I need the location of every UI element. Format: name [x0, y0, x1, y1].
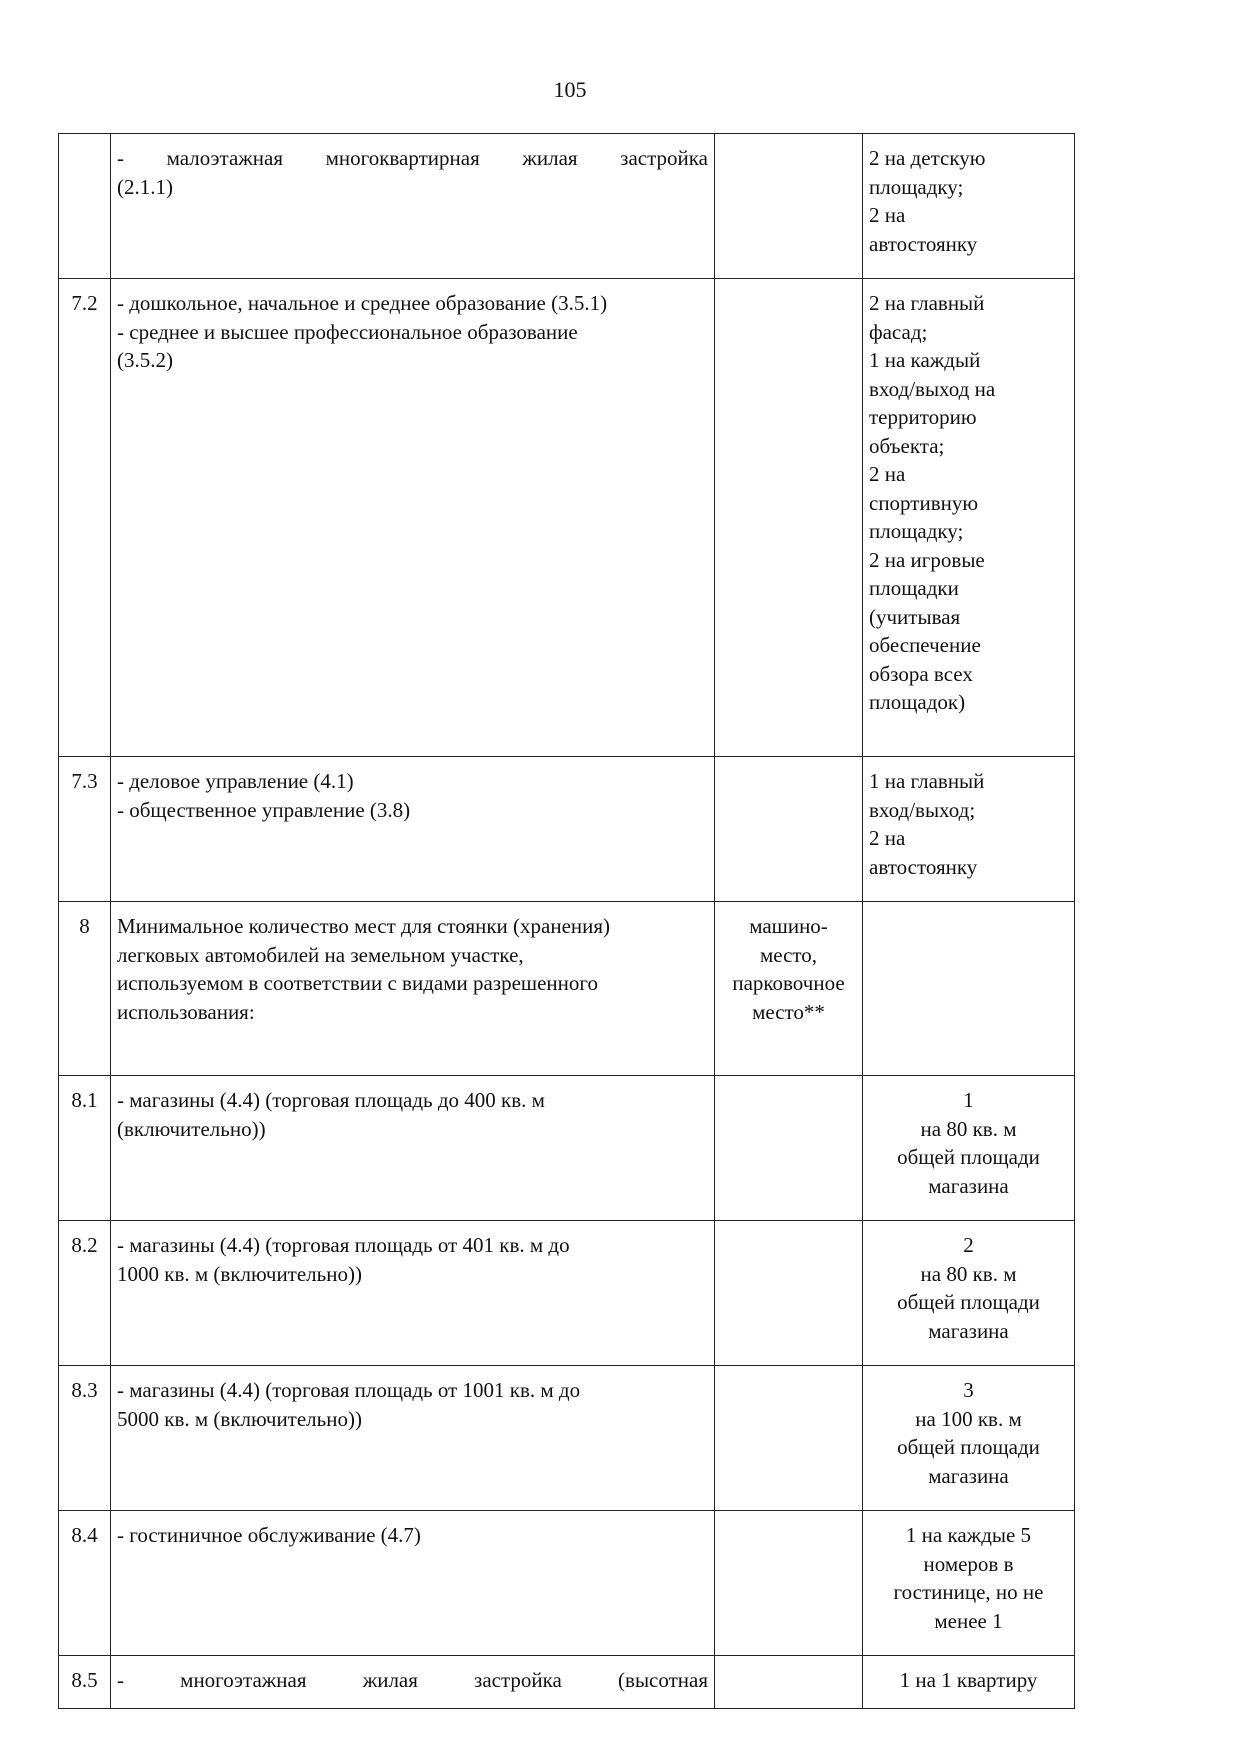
row-description	[111, 1221, 715, 1366]
row-value	[863, 902, 1075, 1076]
unit-line: парковочное	[732, 971, 845, 995]
row-value	[863, 134, 1075, 279]
page-number: 105	[553, 77, 587, 102]
row-description	[111, 1656, 715, 1709]
value-line: вход/выход;	[869, 797, 976, 822]
row-value	[863, 1511, 1075, 1656]
row-value	[863, 1221, 1075, 1366]
value-line: 2 на	[869, 203, 906, 227]
value-line: 1 на каждые 5	[905, 1523, 1032, 1547]
row-description	[111, 1076, 715, 1221]
value-line: автостоянку	[869, 854, 978, 879]
description-line: - общественное управление (3.8)	[117, 797, 411, 822]
value-line: 1	[963, 1088, 974, 1112]
description-line: использования:	[117, 999, 255, 1024]
row-description	[111, 134, 715, 279]
row-unit	[715, 1221, 863, 1366]
table-row	[59, 134, 1075, 279]
description-line: - многоэтажная жилая застройка (высотная	[117, 1668, 708, 1692]
value-line: общей площади	[897, 1435, 1040, 1459]
table-row	[59, 279, 1075, 757]
value-line: гостинице, но не	[893, 1580, 1044, 1604]
value-line: площадок)	[869, 690, 966, 714]
description-line: Минимальное количество мест для стоянки (хранения)	[117, 914, 611, 938]
value-line: 2 на главный	[869, 291, 985, 315]
value-line: 3	[963, 1378, 974, 1402]
description-line: - магазины (4.4) (торговая площадь от 401 кв. м до	[117, 1233, 570, 1257]
description-line: - малоэтажная многоквартирная жилая застройка	[117, 146, 708, 170]
value-line: объекта;	[869, 433, 945, 458]
description-line: (включительно))	[117, 1116, 266, 1141]
value-line: площадку;	[869, 519, 964, 543]
value-line: фасад;	[869, 319, 928, 344]
description-line: (2.1.1)	[117, 174, 173, 199]
value-line: номеров в	[923, 1551, 1014, 1576]
table-body	[59, 134, 1075, 1709]
row-description	[111, 1511, 715, 1656]
table-row	[59, 1366, 1075, 1511]
row-number: 7.2	[59, 279, 111, 757]
row-unit	[715, 1366, 863, 1511]
value-line: территорию	[869, 405, 977, 429]
value-line: общей площади	[897, 1290, 1040, 1314]
table-row	[59, 757, 1075, 902]
description-line: - деловое управление (4.1)	[117, 769, 354, 793]
value-line: на 80 кв. м	[920, 1116, 1017, 1141]
value-line: обеспечение	[869, 633, 981, 657]
row-value	[863, 1366, 1075, 1511]
table-row	[59, 902, 1075, 1076]
value-line: 2 на	[869, 462, 906, 486]
row-value	[863, 1656, 1075, 1709]
value-line: спортивную	[869, 490, 979, 515]
value-line: на 80 кв. м	[920, 1261, 1017, 1286]
row-number: 8	[59, 902, 111, 1076]
row-value	[863, 1076, 1075, 1221]
value-line: площадку;	[869, 174, 964, 199]
value-line: автостоянку	[869, 231, 978, 256]
table-row	[59, 1221, 1075, 1366]
row-value	[863, 757, 1075, 902]
row-unit	[715, 1076, 863, 1221]
description-line: - среднее и высшее профессиональное образование	[117, 319, 578, 344]
value-line: магазина	[928, 1463, 1009, 1488]
value-line: на 100 кв. м	[915, 1406, 1022, 1431]
row-number: 8.4	[59, 1511, 111, 1656]
row-number: 8.2	[59, 1221, 111, 1366]
row-unit	[715, 1656, 863, 1709]
value-line: 1 на 1 квартиру	[899, 1668, 1038, 1692]
value-line: 1 на каждый	[869, 348, 981, 372]
unit-line: место**	[752, 999, 825, 1024]
value-line: площадки	[869, 576, 959, 600]
value-line: 2 на игровые	[869, 547, 985, 572]
row-unit	[715, 902, 863, 1076]
row-unit	[715, 134, 863, 279]
description-line: - магазины (4.4) (торговая площадь до 400 кв. м	[117, 1088, 545, 1112]
value-line: 2 на	[869, 826, 906, 850]
value-line: 2	[963, 1233, 974, 1257]
row-description	[111, 902, 715, 1076]
description-line: (3.5.2)	[117, 348, 173, 372]
value-line: 2 на детскую	[869, 146, 986, 170]
value-line: магазина	[928, 1173, 1009, 1198]
unit-line: место,	[759, 942, 818, 967]
description-line: - гостиничное обслуживание (4.7)	[117, 1523, 421, 1547]
row-number: 8.5	[59, 1656, 111, 1709]
parking-requirements-table	[58, 133, 1075, 1709]
value-line: менее 1	[934, 1608, 1003, 1633]
row-number	[59, 134, 111, 279]
description-line: 5000 кв. м (включительно))	[117, 1406, 362, 1431]
row-description	[111, 279, 715, 757]
value-line: (учитывая	[869, 604, 961, 629]
value-line: 1 на главный	[869, 769, 985, 793]
description-line: 1000 кв. м (включительно))	[117, 1261, 362, 1286]
description-line: - дошкольное, начальное и среднее образование (3.5.1)	[117, 291, 608, 315]
row-unit	[715, 279, 863, 757]
row-description	[111, 757, 715, 902]
table-row	[59, 1656, 1075, 1709]
value-line: общей площади	[897, 1145, 1040, 1169]
row-description	[111, 1366, 715, 1511]
value-line: вход/выход на	[869, 376, 996, 401]
row-number: 8.3	[59, 1366, 111, 1511]
unit-line: машино-	[749, 914, 828, 938]
description-line: - магазины (4.4) (торговая площадь от 1001 кв. м до	[117, 1378, 581, 1402]
row-unit	[715, 1511, 863, 1656]
description-line: используемом в соответствии с видами разрешенного	[117, 971, 598, 995]
row-number: 8.1	[59, 1076, 111, 1221]
description-line: легковых автомобилей на земельном участке,	[117, 942, 524, 967]
value-line: обзора всех	[869, 661, 973, 686]
table-row	[59, 1076, 1075, 1221]
table-row	[59, 1511, 1075, 1656]
row-number: 7.3	[59, 757, 111, 902]
value-line: магазина	[928, 1318, 1009, 1343]
row-unit	[715, 757, 863, 902]
row-value	[863, 279, 1075, 757]
